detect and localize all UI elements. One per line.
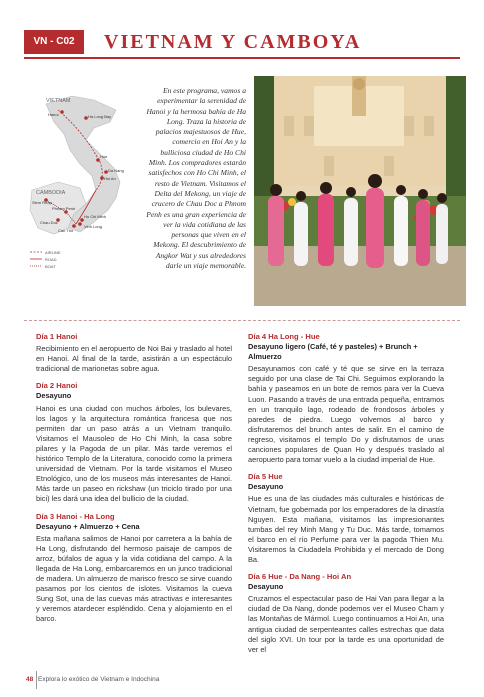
page-title: VIETNAM Y CAMBOYA: [104, 31, 362, 53]
day-6-body: Cruzamos el espectacular paso de Hai Van para llegar a la ciudad de Da Nang, donde podemos ver el Museo Cham y las Montañas de Mármol. Luego continuamos a Hoi An, una antigua ciudad de serpenteantes calles estrechas que data del siglo XVI. Un tour por la tarde es una oportunidad de ver el: [248, 594, 444, 654]
day-2-meals: Desayuno: [36, 391, 72, 401]
footer-text: Explora lo exótico de Vietnam e Indochina: [38, 676, 160, 683]
map-city-danang: Da Nang: [108, 168, 124, 173]
map-city-cantho: Can Tho: [58, 228, 74, 233]
page-footer: [26, 676, 159, 683]
day-3-title: Día 3 Hanoi - Ha Long: [36, 511, 115, 521]
map-legend-airline: AIRLINE: [45, 250, 61, 255]
day-4-title: Día 4 Ha Long - Hue: [248, 332, 320, 341]
header-rule: [24, 57, 460, 59]
day-1-body: Recibimiento en el aeropuerto de Noi Bai y traslado al hotel en Hanoi. Al final de la tarde, asistirán a un espectáculo tradicional de marionetas sobre agua.: [36, 344, 232, 374]
day-3-meals: Desayuno + Almuerzo + Cena: [36, 521, 140, 531]
map-city-phnompenh: Phnom Penh: [52, 206, 76, 211]
map-city-siemreap: Siem Reap: [32, 200, 52, 205]
photo-illustration: [254, 76, 466, 306]
day-6-meals: Desayuno: [248, 582, 284, 592]
day-5-body: Hue es una de las ciudades más culturales e históricas de Vietnam, fue gobernada por los emperadores de la dinastía Nguyen. Esta mañana, visitamos las impresionantes tumbas del rey Minh Mang y Tu Duc. Más tarde, tomamos el barco en el río Perfume para ver la pagoda Thien Mu. Visitaremos la Ciudadela Prohibida y el mercado de Dong Ba.: [248, 494, 444, 564]
day-2-title: Día 2 Hanoi: [36, 381, 78, 391]
map-country-vietnam: VIETNAM: [46, 98, 71, 104]
map-country-cambodia: CAMBODIA: [36, 190, 66, 196]
map-city-hoian: Hoi An: [104, 176, 116, 181]
day-2-body: Hanoi es una ciudad con muchos árboles, los bulevares, los lagos y la arquitectura romántica francesa que nos permiten dar un paso atrás a un Vietnam tranquilo. Visitamos el Mausoleo de Ho Chi Minh, la casa sobre pilares y la Pagoda de un pilar. Más tarde veremos el histórico Templo de la Literatura, conocido como la primera universidad de Vietnam. Por la tarde visitamos el Museo Etnológico, uno de los museos más interesantes de Hanoi. Más tarde un paseo en rickshaw (un triciclo tirado por una bici) les dará una idea del bullicio de la ciudad.: [36, 403, 232, 504]
itinerary-column-left: [36, 332, 232, 625]
section-divider: [24, 320, 460, 321]
day-4-body: Desayunamos con café y té que se sirve en la terraza seguido por una clase de Tai Chi. Seguimos explorando la bahía y paseamos en un bote de remos para ver la Cueva Luon. Pasando a través de una entrada pequeña, entramos en un tranquilo lago, rodeado de frondosos árboles y paredes de piedra. Luego volvemos al barco y disfrutaremos del brunch antes de salir. En el camino de regreso, visitamos el templo Do y disfrutamos de unas canciones populares de Quan Ho y después traslado al aeropuerto para tomar vuelo a la ciudad imperial de Hue.: [248, 364, 444, 465]
route-map-graphic: [24, 82, 146, 276]
map-city-hanoi: Hanoi: [48, 112, 59, 117]
day-1-title: Día 1 Hanoi: [36, 332, 78, 341]
page-number: 48: [26, 676, 34, 683]
day-5-title: Día 5 Hue: [248, 472, 283, 482]
map-city-vinhlong: Vinh Long: [84, 224, 102, 229]
map-legend-boat: BOAT: [45, 264, 56, 269]
day-5-meals: Desayuno: [248, 482, 284, 492]
map-city-hochiminh: Ho Chi Minh: [84, 214, 107, 219]
ao-dai-photo: [254, 76, 466, 306]
map-legend-road: ROAD: [45, 257, 57, 262]
route-map: [24, 82, 146, 276]
day-4-meals: Desayuno ligero (Café, té y pasteles) + Brunch + Almuerzo: [248, 342, 418, 362]
day-3-body: Esta mañana salimos de Hanoi por carretera a la bahía de Ha Long, disfrutando del hermoso paisaje de campos de arroz, búfalos de agua y la vida cotidiana del campo. A la llegada de Ha Long, embarcaremos en un junco tradicional de madera. Un almuerzo de marisco fresco se sirve cuando pasamos por los cientos de islotes. Visitamos la cueva Sung Sot, una de las cuevas más atractivas e interesantes y veremos atardecer espléndido. Cena y alojamiento en el barco.: [36, 533, 232, 624]
day-6-title: Día 6 Hue - Da Nang - Hoi An: [248, 572, 352, 582]
map-city-hue: Hue: [100, 154, 108, 159]
section-code-badge: VN - C02: [24, 30, 84, 54]
intro-paragraph: En este programa, vamos a experimentar la serenidad de Hanoi y la hermosa bahía de Ha Long. Traza la historia de palacios majestuosos de Hue, comercio en Hoi An y la bulliciosa ciudad de Ho Chi Minh. Los compradores estarán satisfechos con Ho Chi Minh, el resto de Vietnam. Visitamos el Delta del Mekong, un viaje de crucero de Chau Doc a Phnom Penh es una gran experiencia de ver la vida cotidiana de las personas que viven en el Mekong. El descubrimiento de Angkor Wat y sus alrededores darle un viaje memorable.: [146, 86, 246, 271]
map-city-halong: Ha Long Bay: [88, 114, 112, 119]
itinerary-column-right: [248, 332, 444, 655]
map-city-chaudoc: Chau Doc: [40, 220, 58, 225]
